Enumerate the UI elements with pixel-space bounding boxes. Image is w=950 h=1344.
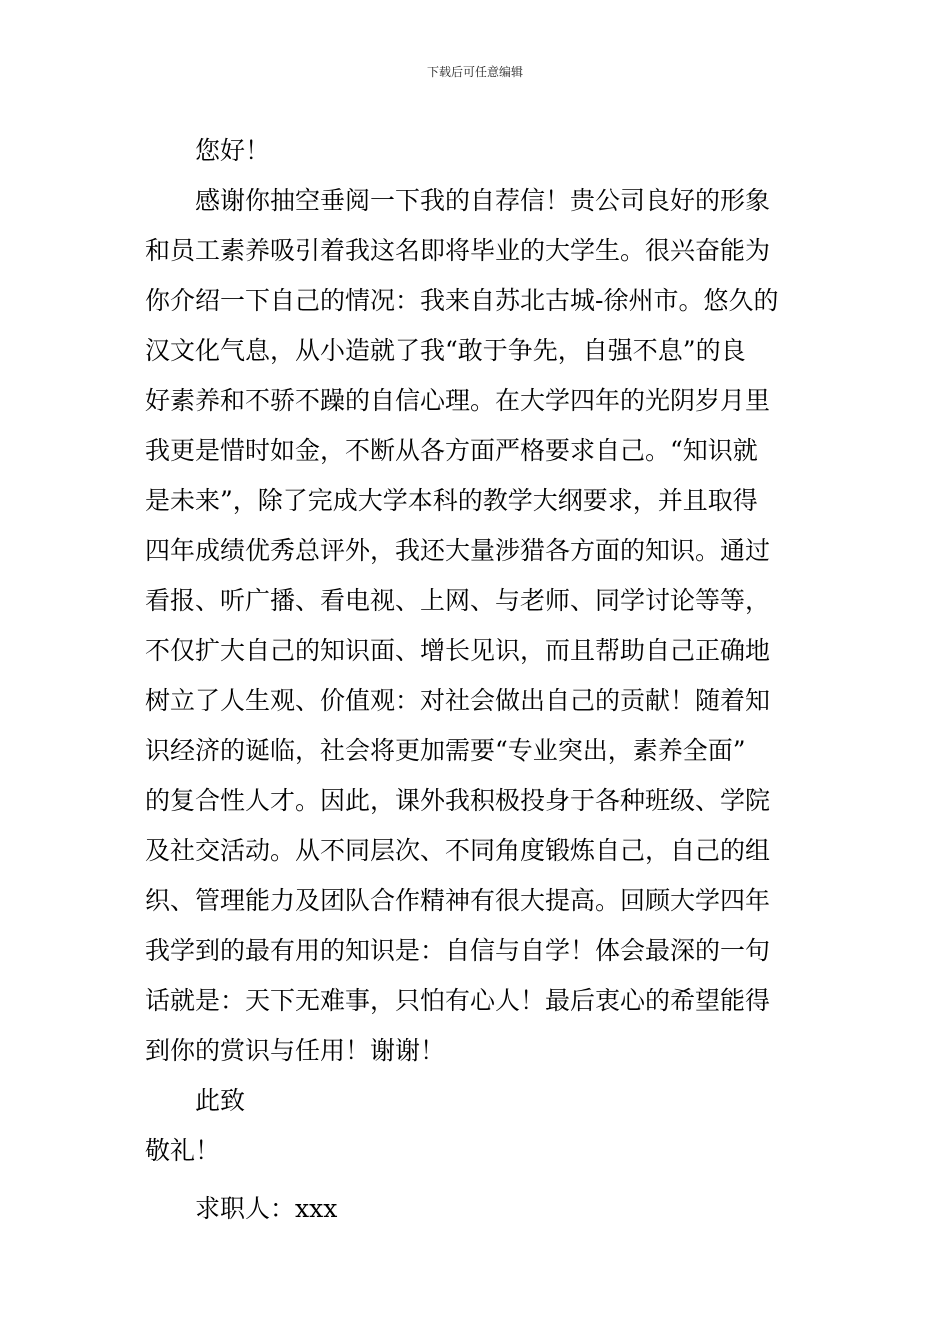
body-line: 树立了人生观、价值观：对社会做出自己的贡献！随着知: [145, 686, 771, 715]
greeting: 您好！: [195, 136, 271, 165]
body-line: 和员工素养吸引着我这名即将毕业的大学生。很兴奋能为: [145, 236, 771, 265]
body-line: 话就是：天下无难事，只怕有心人！最后衷心的希望能得: [145, 986, 771, 1015]
body-line: 识经济的诞临，社会将更加需要“专业突出，素养全面”: [145, 736, 746, 765]
salute: 敬礼！: [145, 1136, 221, 1165]
body-line: 到你的赏识与任用！谢谢！: [145, 1036, 446, 1065]
body-line: 不仅扩大自己的知识面、增长见识，而且帮助自己正确地: [145, 636, 771, 665]
body-line: 我学到的最有用的知识是：自信与自学！体会最深的一句: [145, 936, 771, 965]
closing: 此致: [195, 1086, 246, 1115]
body-line: 感谢你抽空垂阅一下我的自荐信！贵公司良好的形象: [195, 186, 771, 215]
body-line: 四年成绩优秀总评外，我还大量涉猎各方面的知识。通过: [145, 536, 771, 565]
body-line: 好素养和不骄不躁的自信心理。在大学四年的光阴岁月里: [145, 386, 771, 415]
body-line: 织、管理能力及团队合作精神有很大提高。回顾大学四年: [145, 886, 771, 915]
body-line: 是未来”，除了完成大学本科的教学大纲要求，并且取得: [145, 486, 758, 515]
letter-body: [145, 176, 810, 1076]
cover-letter: [145, 126, 810, 1234]
body-line: 我更是惜时如金，不断从各方面严格要求自己。“知识就: [145, 436, 758, 465]
body-line: 看报、听广播、看电视、上网、与老师、同学讨论等等，: [145, 586, 771, 615]
body-line: 的复合性人才。因此，课外我积极投身于各种班级、学院: [145, 786, 771, 815]
body-line: 及社交活动。从不同层次、不同角度锻炼自己，自己的组: [145, 836, 771, 865]
signature: 求职人：xxx: [195, 1194, 338, 1223]
body-line: 你介绍一下自己的情况：我来自苏北古城-徐州市。悠久的: [145, 286, 779, 315]
body-line: 汉文化气息，从小造就了我“敢于争先，自强不息”的良: [145, 336, 746, 365]
page-header-note: 下载后可任意编辑: [426, 65, 523, 79]
